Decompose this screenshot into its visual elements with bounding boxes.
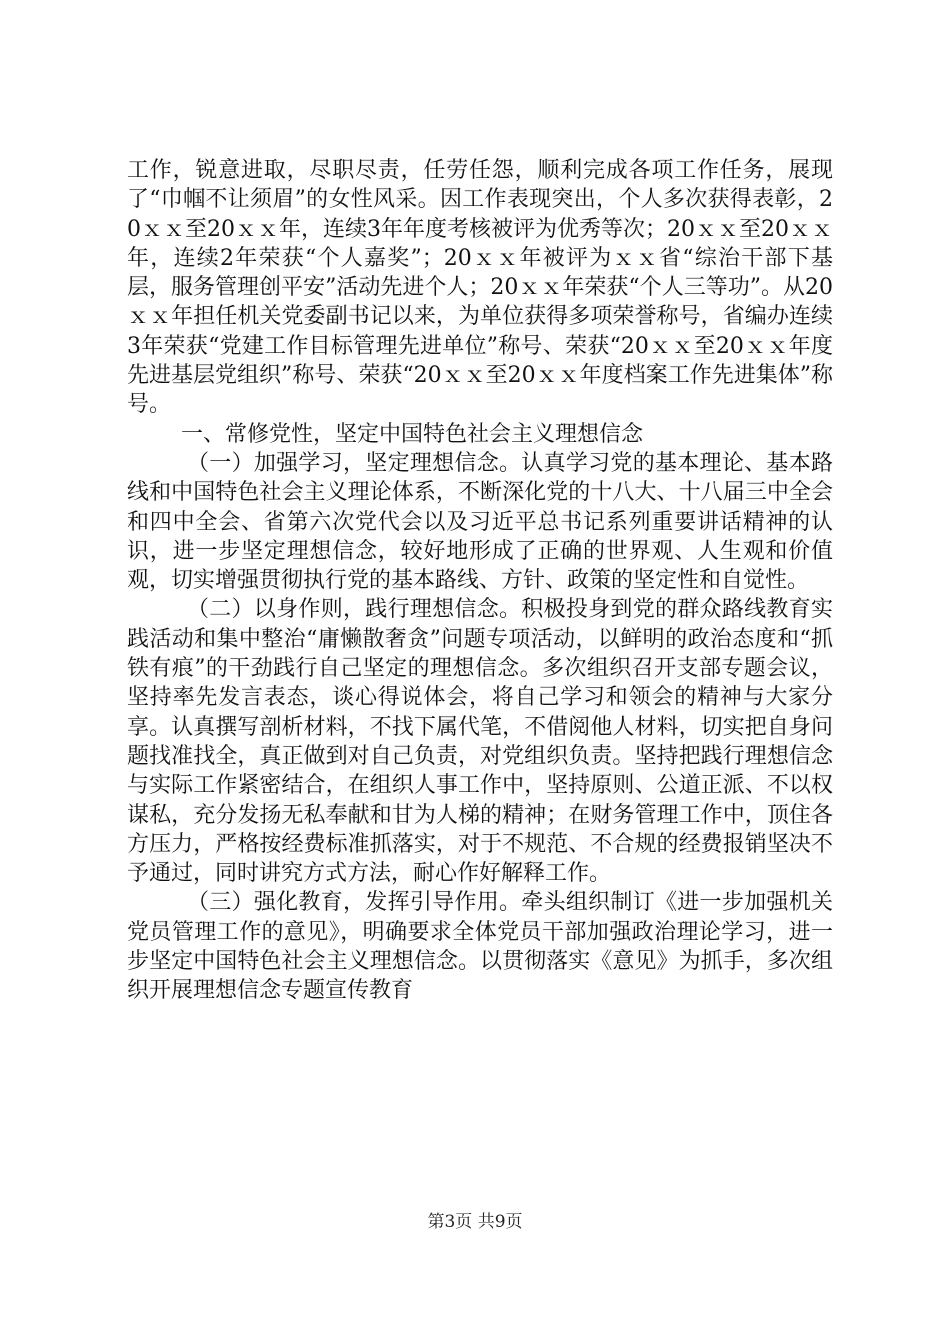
page-number-footer: 第3页 共9页 (427, 1212, 523, 1232)
document-body (127, 156, 833, 1006)
paragraph-continuation: 工作，锐意进取，尽职尽责，任劳任怨，顺利完成各项工作任务，展现了“巾帼不让须眉”的女性风采。因工作表现突出，个人多次获得表彰，20ｘｘ至20ｘｘ年，连续3年年度考核被评为优秀等次；20ｘｘ至20ｘｘ年，连续2年荣获“个人嘉奖”；20ｘｘ年被评为ｘｘ省“综治干部下基层，服务管理创平安”活动先进个人；20ｘｘ年荣获“个人三等功”。从20ｘｘ年担任机关党委副书记以来，为单位获得多项荣誉称号，省编办连续3年荣获“党建工作目标管理先进单位”称号、荣获“20ｘｘ至20ｘｘ年度先进基层党组织”称号、荣获“20ｘｘ至20ｘｘ年度档案工作先进集体”称号。 (127, 158, 833, 418)
section-heading: 一、常修党性，坚定中国特色社会主义理想信念 (181, 421, 644, 447)
subsection-paragraph-2: （二）以身作则，践行理想信念。积极投身到党的群众路线教育实践活动和集中整治“庸懒散奢贪”问题专项活动，以鲜明的政治态度和“抓铁有痕”的干劲践行自己坚定的理想信念。多次组织召开支部专题会议，坚持率先发言表态，谈心得说体会，将自己学习和领会的精神与大家分享。认真撰写剖析材料，不找下属代笔，不借阅他人材料，切实把自身问题找准找全，真正做到对自己负责，对党组织负责。坚持把践行理想信念与实际工作紧密结合，在组织人事工作中，坚持原则、公道正派、不以权谋私，充分发扬无私奉献和甘为人梯的精神；在财务管理工作中，顶住各方压力，严格按经费标准抓落实，对于不规范、不合规的经费报销坚决不予通过，同时讲究方式方法，耐心作好解释工作。 (127, 597, 833, 887)
subsection-paragraph-1: （一）加强学习，坚定理想信念。认真学习党的基本理论、基本路线和中国特色社会主义理论体系，不断深化党的十八大、十八届三中全会和四中全会、省第六次党代会以及习近平总书记系列重要讲话精神的认识，进一步坚定理想信念，较好地形成了正确的世界观、人生观和价值观，切实增强贯彻执行党的基本路线、方针、政策的坚定性和自觉性。 (127, 450, 833, 594)
subsection-paragraph-3: （三）强化教育，发挥引导作用。牵头组织制订《进一步加强机关党员管理工作的意见》，明确要求全体党员干部加强政治理论学习，进一步坚定中国特色社会主义理想信念。以贯彻落实《意见》为抓手，多次组织开展理想信念专题宣传教育 (127, 890, 833, 1004)
